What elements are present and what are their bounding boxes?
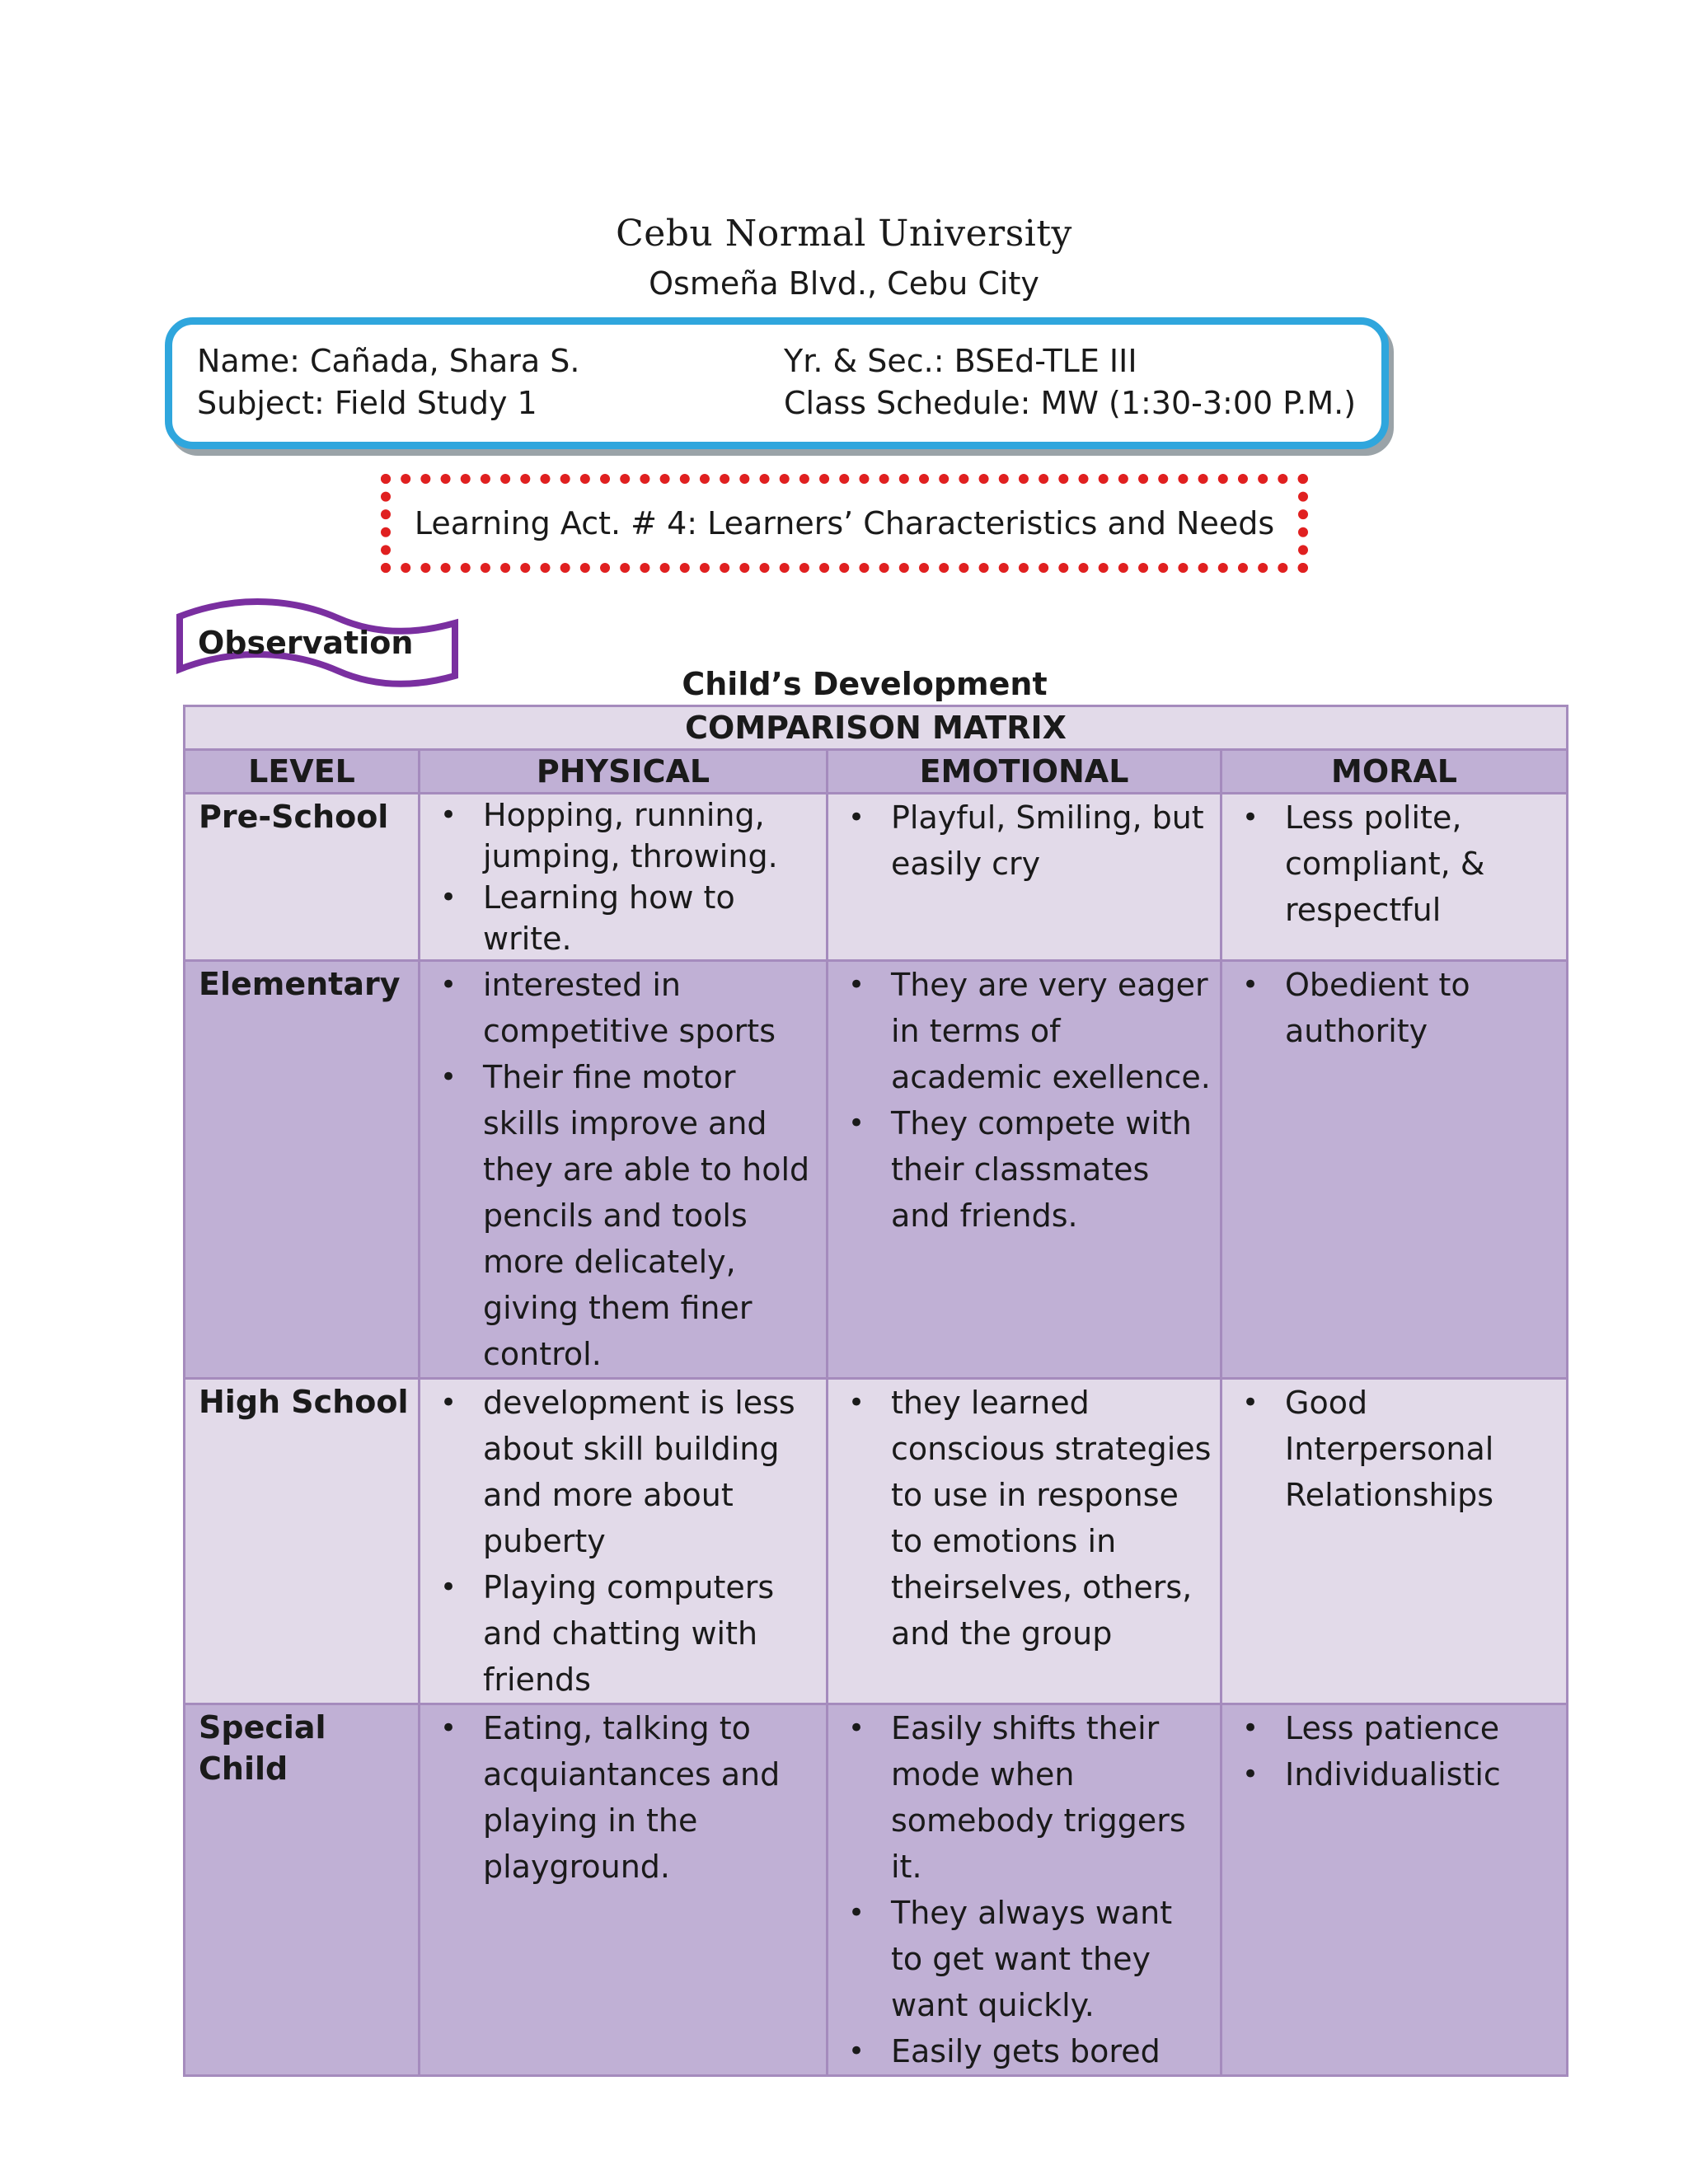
list-item: • Easily gets bored (891, 2028, 1212, 2074)
table-row (185, 1379, 1568, 1704)
activity-title-box (381, 474, 1308, 573)
list-item: • Obedient to authority (1285, 962, 1558, 1054)
emotional-cell (828, 794, 1221, 961)
header-emotional: EMOTIONAL (828, 750, 1221, 794)
physical-cell (420, 961, 828, 1379)
observation-label: Observation (198, 625, 414, 661)
list-item: • Easily shifts their mode when somebody triggers it. (891, 1705, 1212, 1890)
student-info-box (165, 317, 1389, 449)
moral-cell (1221, 794, 1568, 961)
list-item: • They are very eager in terms of academic exellence. (891, 962, 1212, 1100)
header-physical: PHYSICAL (420, 750, 828, 794)
list-item: • Learning how to write. (483, 877, 818, 959)
moral-cell (1221, 1704, 1568, 2076)
class-schedule: Class Schedule: MW (1:30-3:00 P.M.) (784, 385, 1357, 421)
list-item: • interested in competitive sports (483, 962, 818, 1054)
table-row (185, 794, 1568, 961)
header-level: LEVEL (185, 750, 420, 794)
emotional-cell (828, 1379, 1221, 1704)
student-name: Name: Cañada, Shara S. (197, 343, 580, 379)
physical-cell (420, 1379, 828, 1704)
level-cell: High School (185, 1379, 420, 1704)
list-item: • they learned conscious strategies to use in response to emotions in theirselves, others, and the group (891, 1380, 1212, 1657)
list-item: • Good Interpersonal Relationships (1285, 1380, 1558, 1518)
moral-cell (1221, 1379, 1568, 1704)
level-cell: Special Child (185, 1704, 420, 2076)
activity-title: Learning Act. # 4: Learners’ Characteristics and Needs (414, 505, 1275, 541)
level-cell: Pre-School (185, 794, 420, 961)
list-item: • Playing computers and chatting with friends (483, 1564, 818, 1703)
moral-cell (1221, 961, 1568, 1379)
subject: Subject: Field Study 1 (197, 385, 537, 421)
list-item: • Their fine motor skills improve and they are able to hold pencils and tools more delicately, giving them finer control. (483, 1054, 818, 1377)
comparison-matrix (183, 705, 1568, 2077)
physical-cell (420, 794, 828, 961)
list-item: • Individualistic (1285, 1751, 1558, 1797)
list-item: • Eating, talking to acquiantances and playing in the playground. (483, 1705, 818, 1890)
table-row (185, 1704, 1568, 2076)
matrix-title: Child’s Development (682, 666, 1048, 702)
physical-cell (420, 1704, 828, 2076)
emotional-cell (828, 1704, 1221, 2076)
list-item: • Playful, Smiling, but easily cry (891, 794, 1212, 887)
list-item: • Less patience (1285, 1705, 1558, 1751)
table-row (185, 961, 1568, 1379)
list-item: • They always want to get want they want quickly. (891, 1890, 1212, 2028)
header-moral: MORAL (1221, 750, 1568, 794)
year-section: Yr. & Sec.: BSEd-TLE III (784, 343, 1137, 379)
university-address: Osmeña Blvd., Cebu City (649, 265, 1039, 302)
list-item: • Hopping, running, jumping, throwing. (483, 794, 818, 877)
university-name: Cebu Normal University (616, 213, 1072, 255)
level-cell: Elementary (185, 961, 420, 1379)
matrix-caption: COMPARISON MATRIX (185, 706, 1568, 750)
emotional-cell (828, 961, 1221, 1379)
list-item: • development is less about skill building and more about puberty (483, 1380, 818, 1564)
list-item: • Less polite, compliant, & respectful (1285, 794, 1558, 933)
list-item: • They compete with their classmates and friends. (891, 1100, 1212, 1239)
